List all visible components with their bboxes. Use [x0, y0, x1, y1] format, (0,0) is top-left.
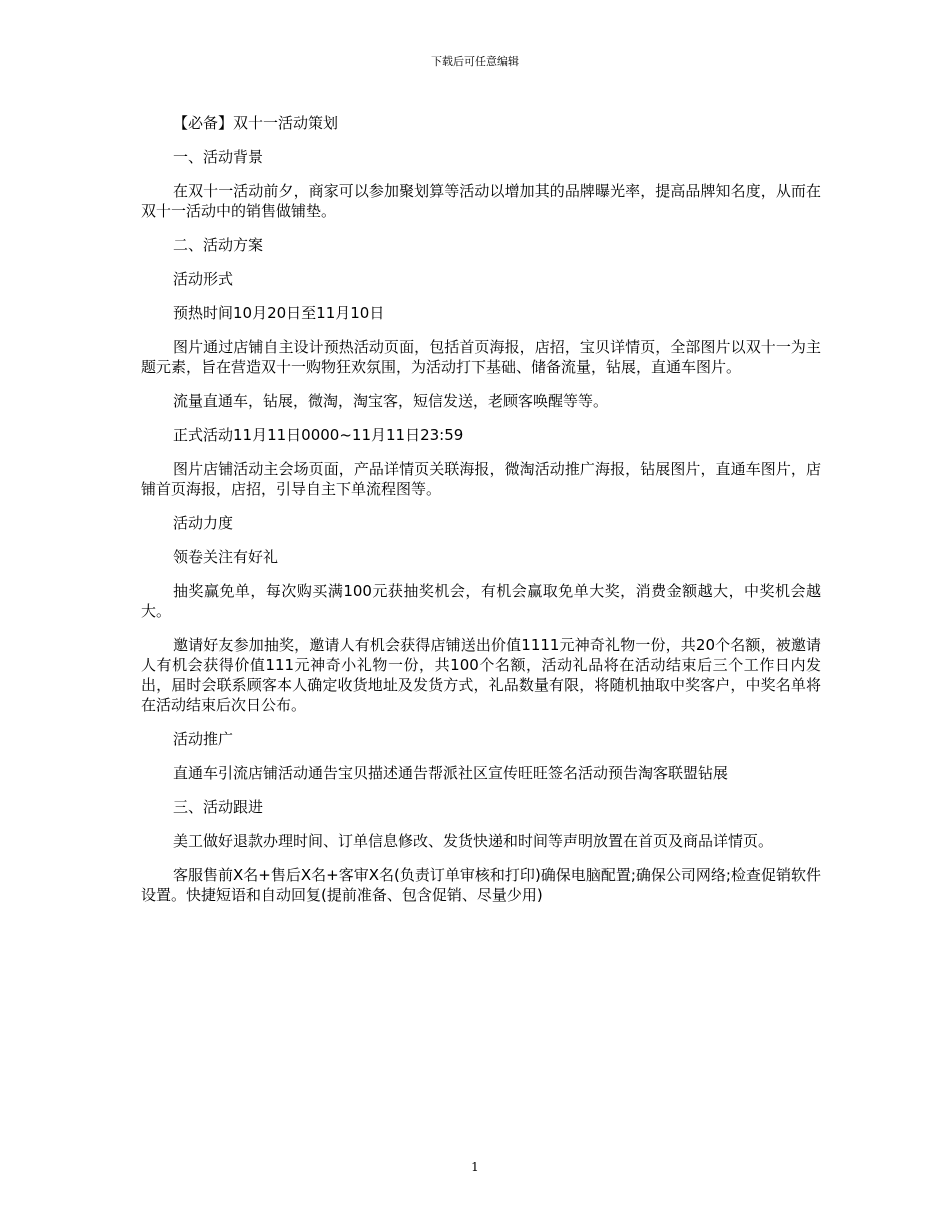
document-title: 【必备】双十一活动策划 — [173, 114, 339, 132]
paragraph: 在双十一活动前夕，商家可以参加聚划算等活动以增加其的品牌曝光率，提高品牌知名度，从而在双十一活动中的销售做铺垫。 — [141, 182, 821, 220]
paragraph: 正式活动11月11日0000~11月11日23:59 — [173, 426, 464, 444]
paragraph: 预热时间10月20日至11月10日 — [173, 304, 385, 322]
paragraph: 邀请好友参加抽奖，邀请人有机会获得店铺送出价值1111元神奇礼物一份，共20个名额，被邀请人有机会获得价值111元神奇小礼物一份，共100个名额，活动礼品将在活动结束后三个工作日内发出，届时会联系顾客本人确定收货地址及发货方式，礼品数量有限，将随机抽取中奖客户，中奖名单将在活动结束后次日公布。 — [141, 636, 821, 714]
page-number: 1 — [471, 1160, 479, 1174]
subheading-activity-strength: 活动力度 — [173, 514, 234, 532]
document-body — [141, 113, 821, 919]
paragraph: 图片通过店铺自主设计预热活动页面，包括首页海报，店招，宝贝详情页，全部图片以双十一为主题元素，旨在营造双十一购物狂欢氛围，为活动打下基础、储备流量，钻展，直通车图片。 — [141, 338, 821, 376]
paragraph: 领卷关注有好礼 — [173, 548, 279, 566]
section-heading-plan: 二、活动方案 — [173, 236, 264, 254]
paragraph: 图片店铺活动主会场页面，产品详情页关联海报，微淘活动推广海报，钻展图片，直通车图片，店铺首页海报，店招，引导自主下单流程图等。 — [141, 460, 821, 498]
subheading-activity-form: 活动形式 — [173, 270, 234, 288]
subheading-activity-promotion: 活动推广 — [173, 730, 234, 748]
paragraph: 直通车引流店铺活动通告宝贝描述通告帮派社区宣传旺旺签名活动预告淘客联盟钻展 — [173, 764, 729, 782]
paragraph: 美工做好退款办理时间、订单信息修改、发货快递和时间等声明放置在首页及商品详情页。 — [173, 832, 774, 850]
page-header: 下载后可任意编辑 — [431, 55, 519, 68]
section-heading-follow-up: 三、活动跟进 — [173, 798, 264, 816]
paragraph: 流量直通车，钻展，微淘，淘宝客，短信发送，老顾客唤醒等等。 — [173, 392, 609, 410]
paragraph: 抽奖赢免单，每次购买满100元获抽奖机会，有机会赢取免单大奖，消费金额越大，中奖机会越大。 — [141, 582, 821, 620]
section-heading-background: 一、活动背景 — [173, 148, 264, 166]
paragraph: 客服售前X名+售后X名+客审X名(负责订单审核和打印)确保电脑配置;确保公司网络;检查促销软件设置。快捷短语和自动回复(提前准备、包含促销、尽量少用) — [141, 866, 821, 904]
